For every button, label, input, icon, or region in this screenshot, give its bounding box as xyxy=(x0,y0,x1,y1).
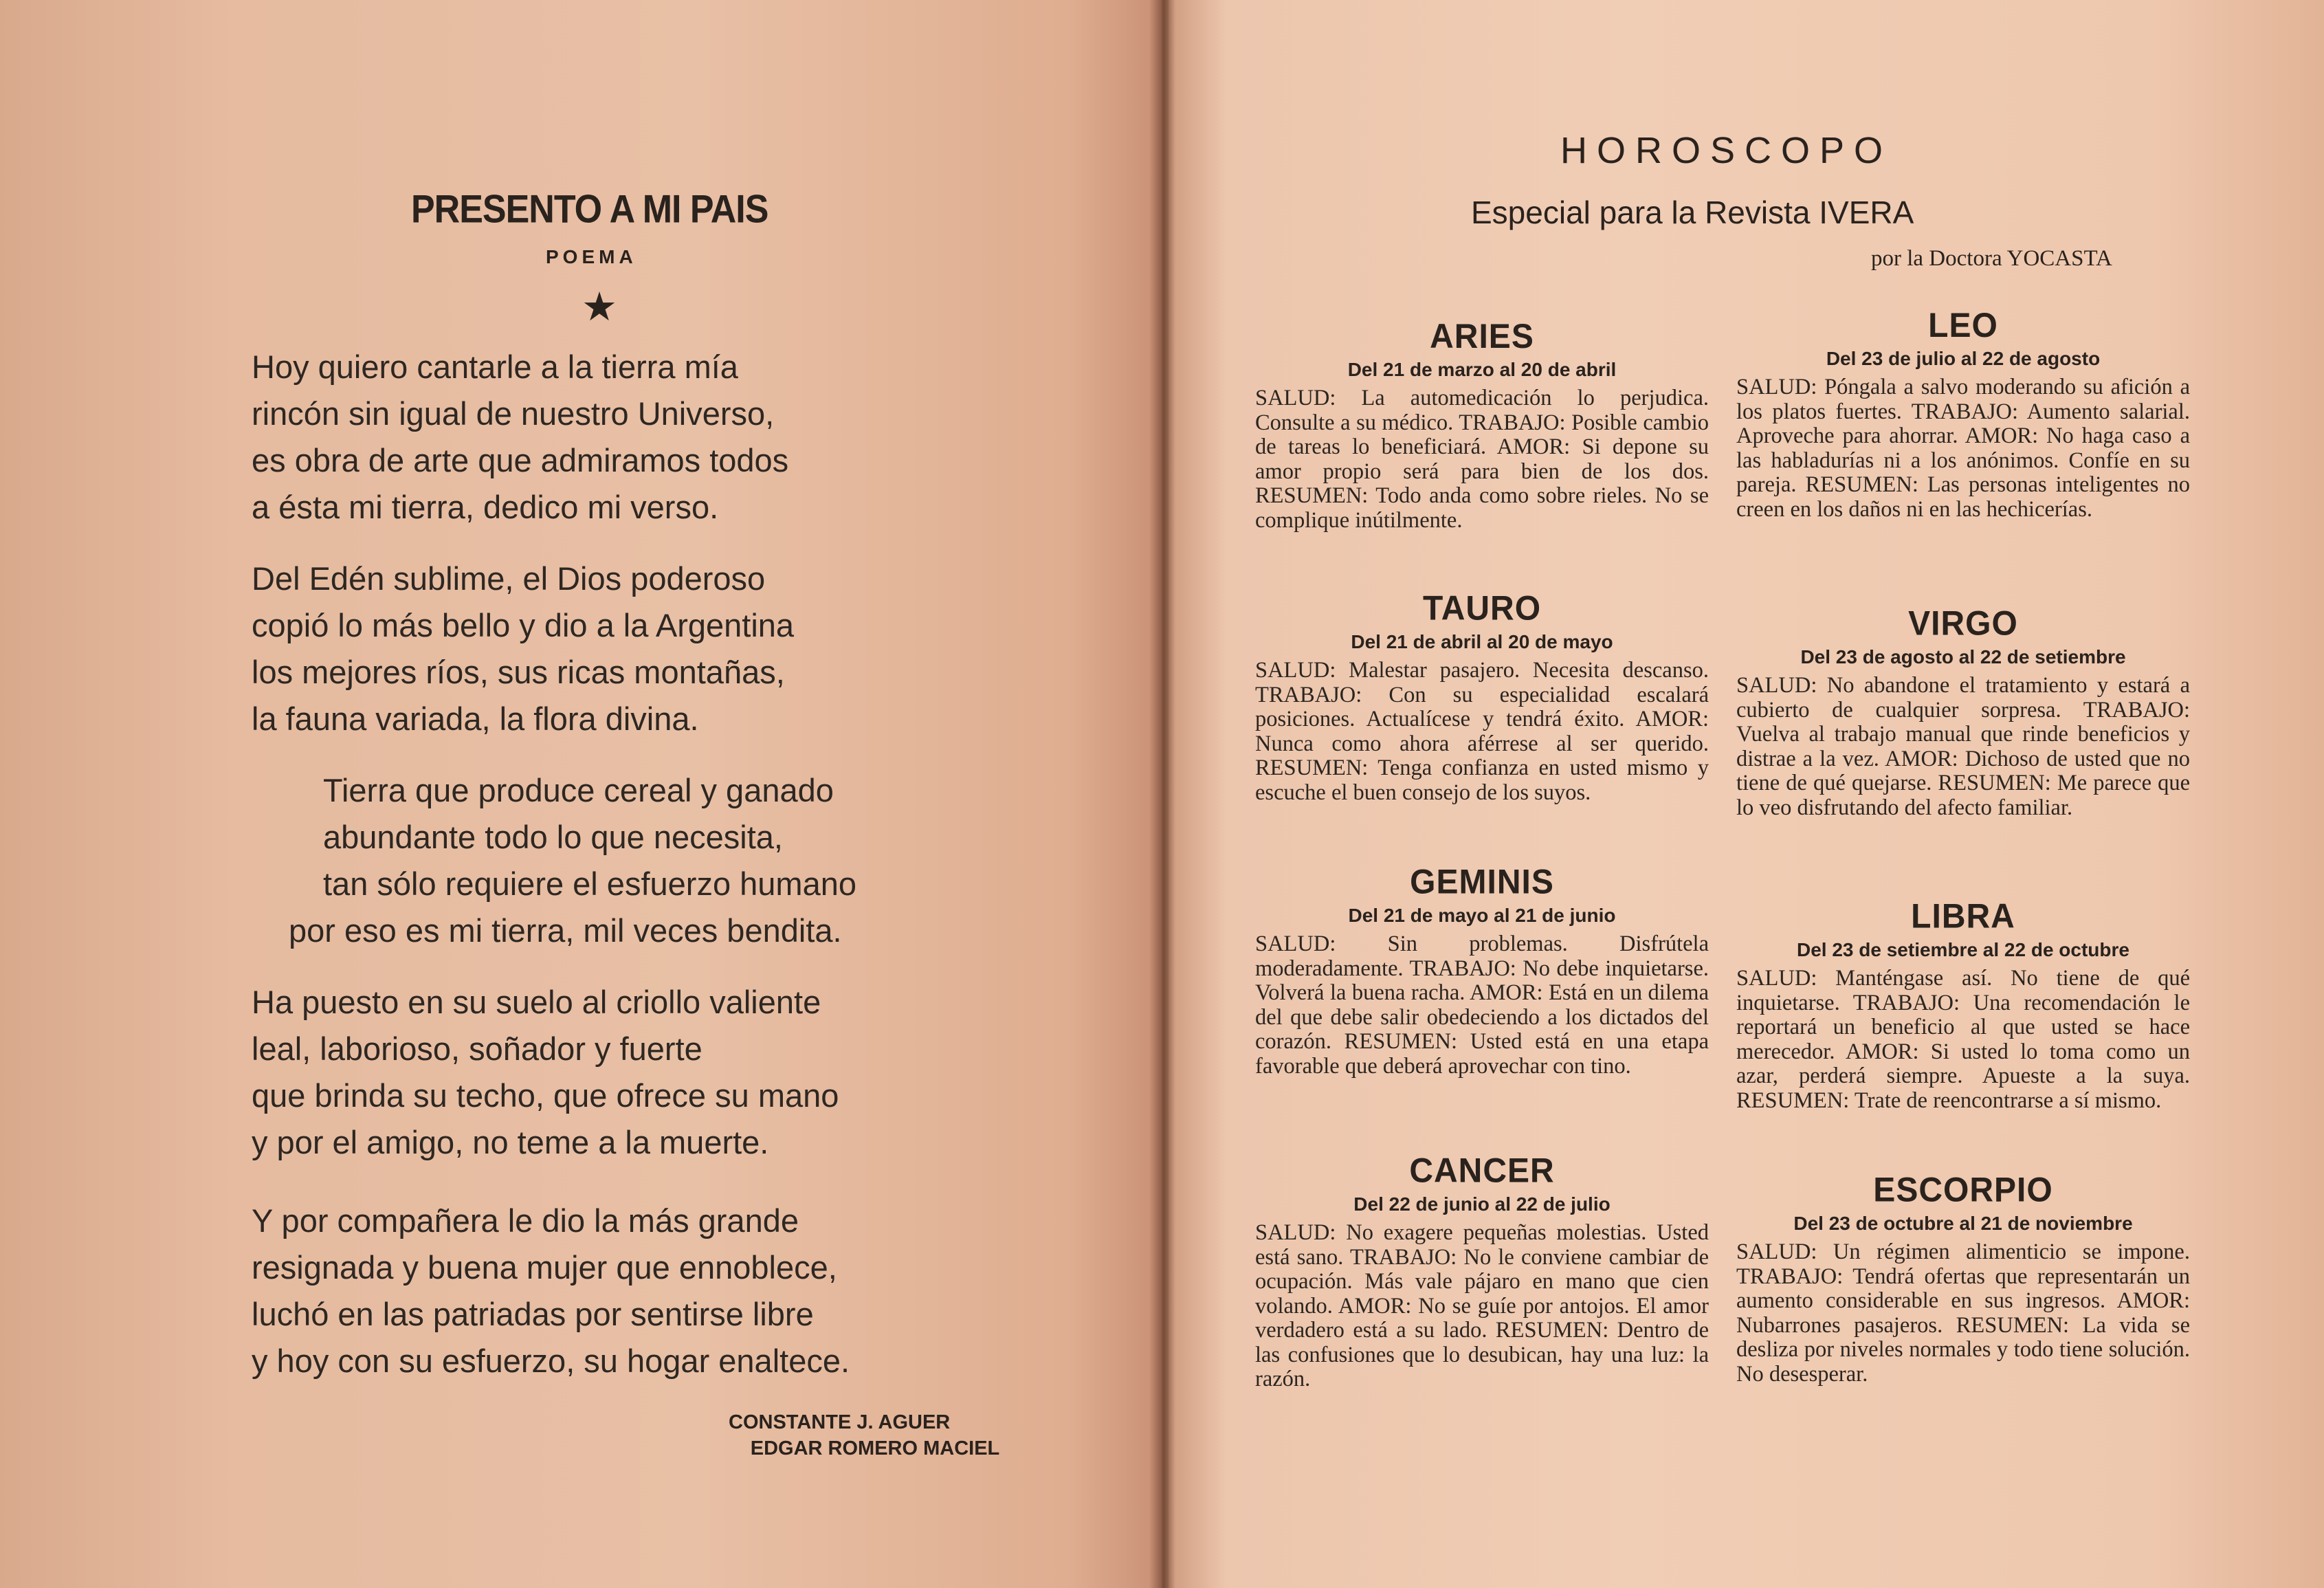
sign-dates: Del 23 de setiembre al 22 de octubre xyxy=(1797,939,2129,960)
sign-name: TAURO xyxy=(1422,589,1542,628)
book-spine xyxy=(1149,0,1175,1588)
sign-name: LIBRA xyxy=(1911,897,2015,936)
sign-text: SALUD: No abandone el tratamiento y estará a cubierto de cualquier sorpresa. TRABAJO: Vuelva al trabajo manual que rinde beneficios y distrae a la vez. AMOR: Dichoso de usted que no tiene de qué quejarse. RESUMEN: Me parece que lo veo disfrutando del afecto familiar. xyxy=(1736,673,2190,820)
sign-text: SALUD: Malestar pasajero. Necesita descanso. TRABAJO: Con su especialidad escalará posiciones. Actualícese y tendrá éxito. AMOR: Nunca como ahora aférrese al ser querido. RESUMEN: Tenga confianza en usted mismo y escuche el buen consejo de los suyos. xyxy=(1255,658,1709,805)
author-name: EDGAR ROMERO MACIEL xyxy=(750,1437,1000,1459)
poem-line: los mejores ríos, sus ricas montañas, xyxy=(252,654,785,690)
sign-dates: Del 22 de junio al 22 de julio xyxy=(1353,1193,1611,1215)
sign-text: SALUD: Un régimen alimenticio se impone. TRABAJO: Tendrá ofertas que representarán un aumento considerable en sus ingresos. AMOR: Nubarrones pasajeros. RESUMEN: La vida se desliza por niveles normales y todo tiene solución. No desesperar. xyxy=(1736,1239,2190,1387)
sign-dates: Del 21 de marzo al 20 de abril xyxy=(1347,359,1617,380)
poem-stanza-5 xyxy=(252,1198,850,1385)
sign-dates: Del 23 de agosto al 22 de setiembre xyxy=(1800,646,2126,668)
poem-line: a ésta mi tierra, dedico mi verso. xyxy=(252,489,719,525)
poem-line: copió lo más bello y dio a la Argentina xyxy=(252,607,795,643)
poem-line: rincón sin igual de nuestro Universo, xyxy=(252,395,775,432)
sign-name: GEMINIS xyxy=(1410,863,1554,902)
sign-name: LEO xyxy=(1928,306,1998,345)
poem-line: Ha puesto en su suelo al criollo valiente xyxy=(252,984,821,1020)
sign-dates: Del 23 de julio al 22 de agosto xyxy=(1826,348,2101,369)
sign-name: VIRGO xyxy=(1908,604,2018,643)
poem-line: leal, laborioso, soñador y fuerte xyxy=(252,1030,702,1067)
poem-stanza-1 xyxy=(252,344,788,531)
horoscope-byline: por la Doctora YOCASTA xyxy=(1871,246,2112,271)
poem-stanza-4 xyxy=(252,979,839,1166)
sign-dates: Del 21 de mayo al 21 de junio xyxy=(1348,905,1616,926)
sign-geminis xyxy=(1255,863,1709,1079)
poem-line: es obra de arte que admiramos todos xyxy=(252,442,789,478)
sign-text: SALUD: Sin problemas. Disfrútela moderadamente. TRABAJO: No debe inquietarse. Volverá la buena racha. AMOR: Está en un dilema del que debe salir obedeciendo a los dictados del corazón. RESUMEN: Usted está en una etapa favorable que deberá aprovechar con tino. xyxy=(1255,931,1709,1079)
sign-dates: Del 23 de octubre al 21 de noviembre xyxy=(1793,1213,2133,1234)
poem-line: por eso es mi tierra, mil veces bendita. xyxy=(289,912,842,949)
sign-text: SALUD: No exagere pequeñas molestias. Usted está sano. TRABAJO: No le conviene cambiar de ocupación. Más vale pájaro en mano que cien volando. AMOR: No se guíe por antojos. El amor verdadero está a su lado. RESUMEN: Dentro de las confusiones que lo desubican, hay una luz: la razón. xyxy=(1255,1220,1709,1391)
poem-line: Del Edén sublime, el Dios poderoso xyxy=(252,560,766,597)
poem-subtitle: POEMA xyxy=(546,246,637,267)
sign-leo xyxy=(1736,307,2190,522)
poem-line: tan sólo requiere el esfuerzo humano xyxy=(323,865,856,902)
sign-libra xyxy=(1736,898,2190,1113)
sign-tauro xyxy=(1255,590,1709,805)
sign-escorpio xyxy=(1736,1171,2190,1387)
horoscope-subtitle: Especial para la Revista IVERA xyxy=(1471,195,1914,230)
sign-text: SALUD: La automedicación lo perjudica. Consulte a su médico. TRABAJO: Posible cambio de tareas lo beneficiará. AMOR: Si depone su amor propio será para bien de los dos. RESUMEN: Todo anda como sobre rieles. No se complique inútilmente. xyxy=(1255,386,1709,533)
poem-line: luchó en las patriadas por sentirse libre xyxy=(252,1296,814,1332)
author-name: CONSTANTE J. AGUER xyxy=(729,1411,951,1433)
sign-virgo xyxy=(1736,605,2190,820)
poem-line: que brinda su techo, que ofrece su mano xyxy=(252,1077,839,1114)
sign-dates: Del 21 de abril al 20 de mayo xyxy=(1351,631,1613,652)
poem-line: y hoy con su esfuerzo, su hogar enaltece. xyxy=(252,1343,850,1379)
horoscope-title: HOROSCOPO xyxy=(1560,130,1893,171)
poem-title: PRESENTO A MI PAIS xyxy=(411,188,768,232)
poem-line: abundante todo lo que necesita, xyxy=(323,819,783,855)
sign-cancer xyxy=(1255,1152,1709,1392)
sign-text: SALUD: Manténgase así. No tiene de qué inquietarse. TRABAJO: Una recomendación le reportará un beneficio al que usted se hace merecedor. AMOR: Si usted lo toma como un azar, perderá siempre. Apueste a la suya. RESUMEN: Trate de reencontrarse a sí mismo. xyxy=(1736,966,2190,1113)
poem-line: la fauna variada, la flora divina. xyxy=(252,701,699,737)
poem-authors xyxy=(729,1409,999,1462)
sign-name: ESCORPIO xyxy=(1873,1171,2053,1210)
poem-stanza-2 xyxy=(252,555,794,742)
poem-line: Tierra que produce cereal y ganado xyxy=(323,772,834,808)
poem-line: Y por compañera le dio la más grande xyxy=(252,1202,799,1239)
sign-text: SALUD: Póngala a salvo moderando su afición a los platos fuertes. TRABAJO: Aumento salarial. Aproveche para ahorrar. AMOR: No haga caso a las habladurías ni a los anónimos. Confíe en su pareja. RESUMEN: Las personas inteligentes no creen en los daños ni en las hechicerías. xyxy=(1736,375,2190,522)
star-icon: ★ xyxy=(582,285,617,329)
poem-line: Hoy quiero cantarle a la tierra mía xyxy=(252,349,738,385)
poem-line: y por el amigo, no teme a la muerte. xyxy=(252,1124,769,1160)
sign-aries xyxy=(1255,318,1709,533)
poem-line: resignada y buena mujer que ennoblece, xyxy=(252,1249,837,1286)
sign-name: ARIES xyxy=(1430,317,1534,356)
sign-name: CANCER xyxy=(1409,1151,1555,1191)
poem-stanza-3 xyxy=(289,767,856,954)
